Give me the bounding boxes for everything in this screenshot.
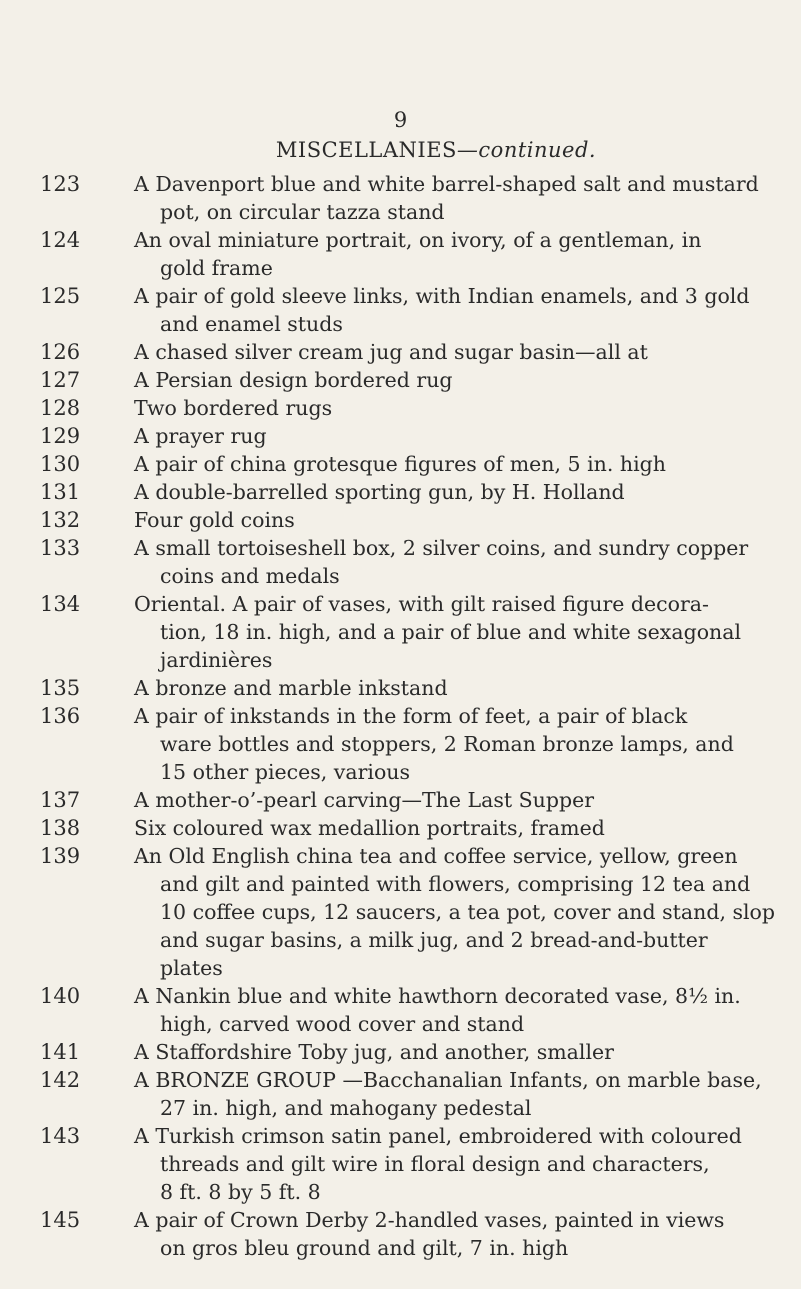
lot-description-line: pot, on circular tazza stand xyxy=(160,200,445,224)
lot-number: 124 xyxy=(40,228,81,252)
lot-entry xyxy=(0,478,801,506)
lot-description xyxy=(134,590,801,674)
lot-description xyxy=(134,702,801,786)
lot-number: 125 xyxy=(40,284,81,308)
lot-entry xyxy=(0,1122,801,1206)
lot-description-line: on gros bleu ground and gilt, 7 in. high xyxy=(160,1236,569,1260)
lot-description-line: 27 in. high, and mahogany pedestal xyxy=(160,1096,532,1120)
lot-description-line: A Staffordshire Toby jug, and another, smaller xyxy=(134,1040,614,1064)
lot-description-line: A Nankin blue and white hawthorn decorated vase, 8½ in. xyxy=(134,984,741,1008)
lot-entry xyxy=(0,506,801,534)
lot-description xyxy=(134,450,801,478)
section-heading-continued: —continued. xyxy=(456,138,597,162)
lot-number: 129 xyxy=(40,424,81,448)
lot-description xyxy=(134,170,801,226)
lot-entry xyxy=(0,422,801,450)
lot-entry xyxy=(0,590,801,674)
lot-description xyxy=(134,1122,801,1206)
lot-number: 126 xyxy=(40,340,81,364)
lot-number: 138 xyxy=(40,816,81,840)
lot-description xyxy=(134,1066,801,1122)
lot-description-line: An Old English china tea and coffee service, yellow, green xyxy=(134,844,738,868)
lot-description xyxy=(134,394,801,422)
lot-entry xyxy=(0,674,801,702)
lot-entry xyxy=(0,338,801,366)
lot-description-line: tion, 18 in. high, and a pair of blue and white sexagonal xyxy=(160,620,742,644)
lot-description xyxy=(134,814,801,842)
lot-number: 127 xyxy=(40,368,81,392)
lot-description-line: A bronze and marble inkstand xyxy=(134,676,448,700)
lot-description-line: A prayer rug xyxy=(134,424,267,448)
lot-description-line: ware bottles and stoppers, 2 Roman bronze lamps, and xyxy=(160,732,734,756)
lot-list xyxy=(0,170,801,1262)
lot-entry xyxy=(0,814,801,842)
lot-description-line: and gilt and painted with flowers, comprising 12 tea and xyxy=(160,872,751,896)
lot-description-line: A chased silver cream jug and sugar basin—all at xyxy=(134,340,648,364)
lot-description xyxy=(134,506,801,534)
lot-description-line: Oriental. A pair of vases, with gilt raised figure decora- xyxy=(134,592,709,616)
page-number: 9 xyxy=(393,108,408,132)
lot-description xyxy=(134,534,801,590)
lot-entry xyxy=(0,170,801,226)
lot-description-line: A pair of Crown Derby 2-handled vases, painted in views xyxy=(134,1208,725,1232)
lot-description-line: A BRONZE GROUP —Bacchanalian Infants, on marble base, xyxy=(134,1068,762,1092)
lot-number: 142 xyxy=(40,1068,81,1092)
section-heading-title: MISCELLANIES xyxy=(275,138,457,162)
lot-description xyxy=(134,338,801,366)
lot-description-line: 10 coffee cups, 12 saucers, a tea pot, cover and stand, slop xyxy=(160,900,776,924)
lot-description-line: A pair of inkstands in the form of feet, a pair of black xyxy=(134,704,688,728)
lot-description-line: 15 other pieces, various xyxy=(160,760,411,784)
lot-description xyxy=(134,226,801,282)
lot-description-line: A pair of china grotesque figures of men, 5 in. high xyxy=(134,452,666,476)
lot-description-line: An oval miniature portrait, on ivory, of a gentleman, in xyxy=(134,228,702,252)
lot-description-line: threads and gilt wire in floral design and characters, xyxy=(160,1152,710,1176)
lot-description-line: A mother-o’-pearl carving—The Last Supper xyxy=(134,788,595,812)
lot-description xyxy=(134,282,801,338)
lot-description-line: A Davenport blue and white barrel-shaped salt and mustard xyxy=(134,172,759,196)
lot-number: 132 xyxy=(40,508,81,532)
lot-description-line: and enamel studs xyxy=(160,312,343,336)
lot-number: 123 xyxy=(40,172,81,196)
lot-description-line: and sugar basins, a milk jug, and 2 bread-and-butter xyxy=(160,928,708,952)
lot-description-line: plates xyxy=(160,956,223,980)
lot-description xyxy=(134,674,801,702)
lot-number: 133 xyxy=(40,536,81,560)
lot-entry xyxy=(0,226,801,282)
lot-description xyxy=(134,786,801,814)
lot-entry xyxy=(0,982,801,1038)
lot-number: 143 xyxy=(40,1124,81,1148)
lot-entry xyxy=(0,282,801,338)
lot-description-line: gold frame xyxy=(160,256,273,280)
lot-entry xyxy=(0,1206,801,1262)
lot-number: 131 xyxy=(40,480,81,504)
lot-description-line: Four gold coins xyxy=(134,508,295,532)
lot-number: 128 xyxy=(40,396,81,420)
lot-description-line: high, carved wood cover and stand xyxy=(160,1012,525,1036)
lot-description-line: A Turkish crimson satin panel, embroidered with coloured xyxy=(134,1124,742,1148)
lot-entry xyxy=(0,1066,801,1122)
lot-description-line: 8 ft. 8 by 5 ft. 8 xyxy=(160,1180,321,1204)
lot-entry xyxy=(0,450,801,478)
lot-number: 140 xyxy=(40,984,81,1008)
lot-entry xyxy=(0,366,801,394)
lot-number: 130 xyxy=(40,452,81,476)
lot-description xyxy=(134,422,801,450)
lot-number: 137 xyxy=(40,788,81,812)
lot-number: 136 xyxy=(40,704,81,728)
lot-description xyxy=(134,842,801,982)
lot-entry xyxy=(0,786,801,814)
lot-number: 134 xyxy=(40,592,81,616)
section-heading xyxy=(116,138,756,162)
lot-description xyxy=(134,1206,801,1262)
lot-entry xyxy=(0,1038,801,1066)
lot-description-line: A pair of gold sleeve links, with Indian enamels, and 3 gold xyxy=(134,284,750,308)
lot-description-line: A small tortoiseshell box, 2 silver coins, and sundry copper xyxy=(134,536,749,560)
lot-description xyxy=(134,478,801,506)
lot-description-line: coins and medals xyxy=(160,564,340,588)
lot-description-line: jardinières xyxy=(160,648,273,672)
lot-description-line: Two bordered rugs xyxy=(134,396,333,420)
lot-entry xyxy=(0,394,801,422)
lot-description xyxy=(134,982,801,1038)
lot-entry xyxy=(0,842,801,982)
lot-description xyxy=(134,366,801,394)
lot-number: 141 xyxy=(40,1040,81,1064)
lot-description-line: A double-barrelled sporting gun, by H. Holland xyxy=(134,480,625,504)
lot-entry xyxy=(0,702,801,786)
lot-number: 145 xyxy=(40,1208,81,1232)
lot-description-line: A Persian design bordered rug xyxy=(134,368,453,392)
lot-description-line: Six coloured wax medallion portraits, framed xyxy=(134,816,605,840)
lot-entry xyxy=(0,534,801,590)
lot-number: 135 xyxy=(40,676,81,700)
lot-description xyxy=(134,1038,801,1066)
lot-number: 139 xyxy=(40,844,81,868)
